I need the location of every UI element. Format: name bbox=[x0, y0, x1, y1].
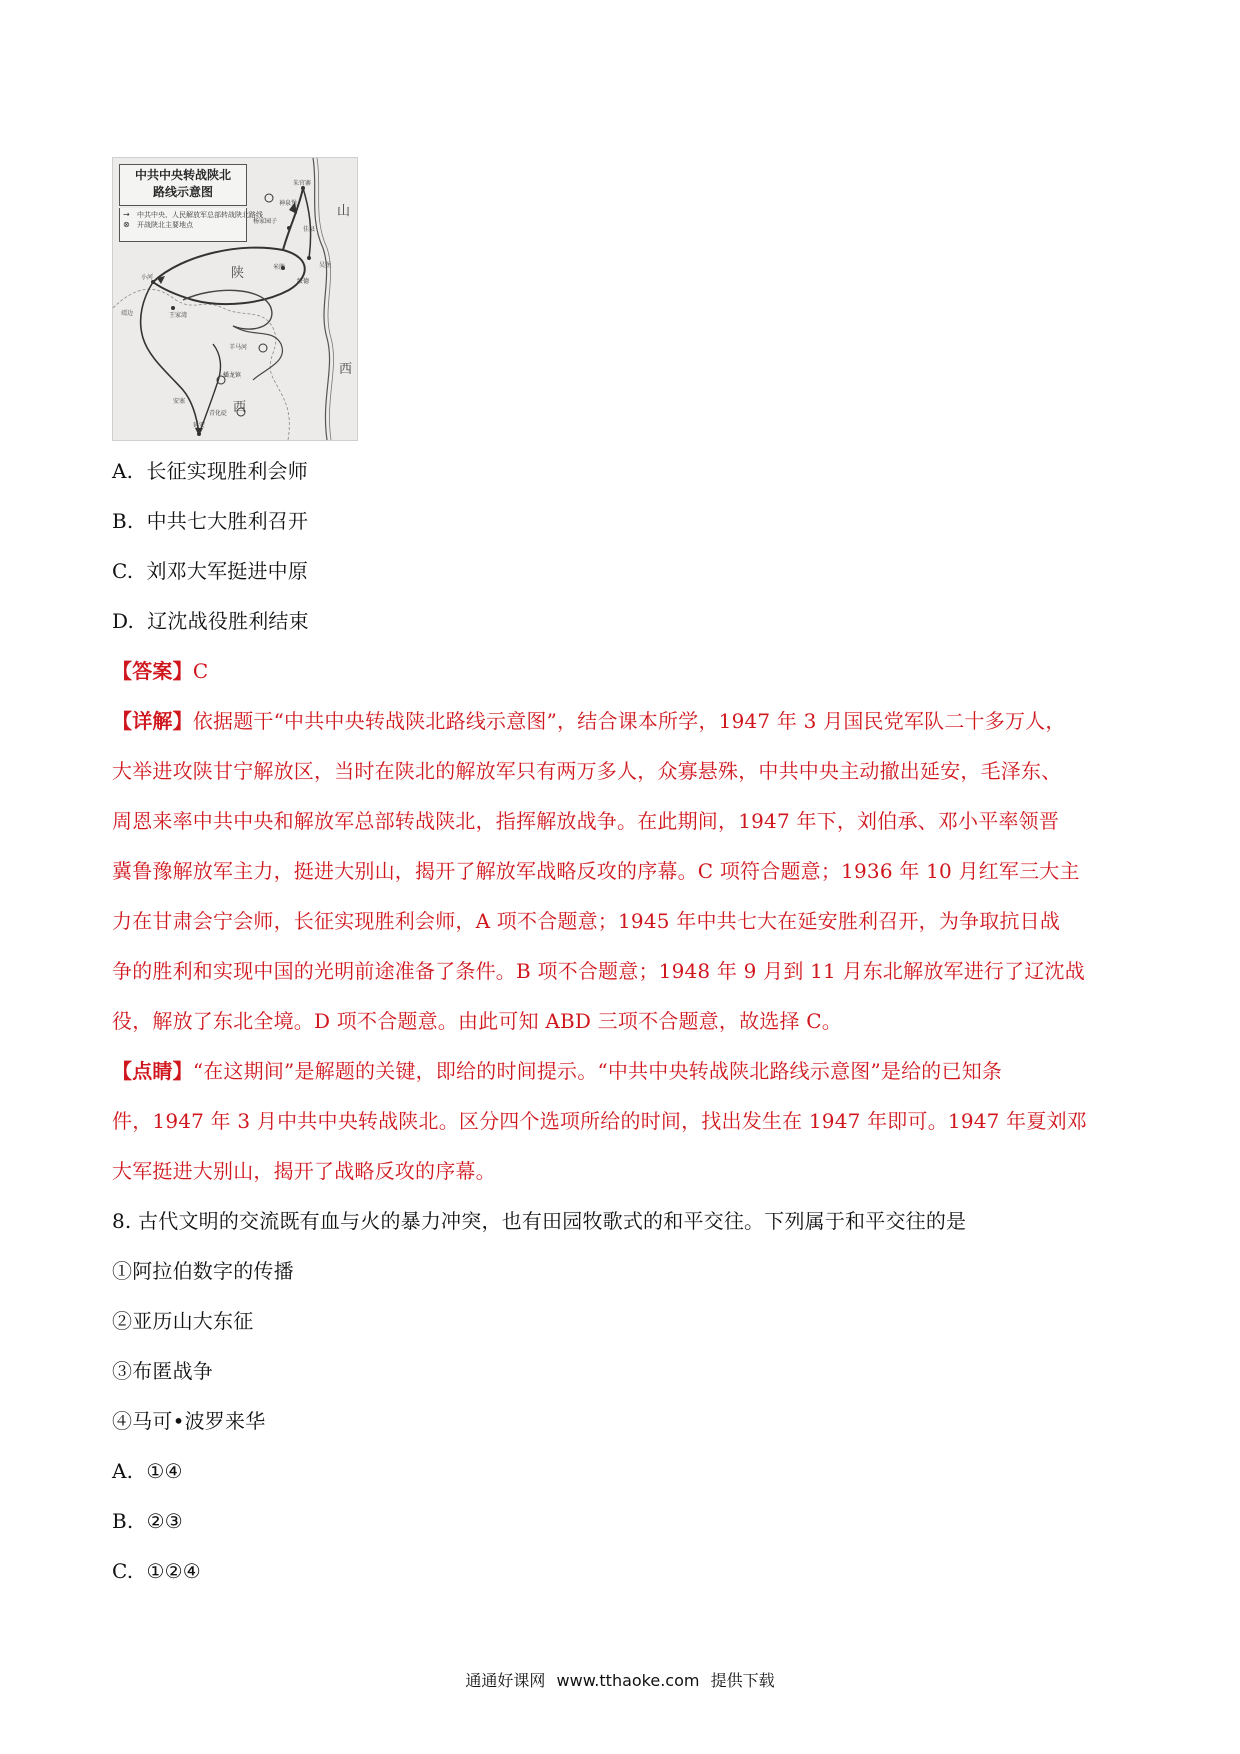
detail-tag: 【详解】 bbox=[112, 709, 193, 733]
footer-suffix: 提供下载 bbox=[710, 1671, 775, 1690]
option-key: C. bbox=[112, 1559, 134, 1583]
footer-site: 通通好课网 bbox=[465, 1671, 546, 1690]
map-place: 青化砭 bbox=[209, 410, 228, 417]
q8-option-b bbox=[112, 1496, 1132, 1546]
map-title-line1: 中共中央转战陕北 bbox=[134, 168, 231, 182]
hint-line: 件，1947 年 3 月中共中央转战陕北。区分四个选项所给的时间，找出发生在 1947 年即可。1947 年夏刘邓 bbox=[112, 1109, 1087, 1133]
detail-line: 争的胜利和实现中国的光明前途准备了条件。B 项不合题意；1948 年 9 月到 11 月东北解放军进行了辽沈战 bbox=[112, 959, 1085, 983]
option-key: A. bbox=[112, 1459, 134, 1483]
detail-line: 周恩来率中共中央和解放军总部转战陕北，指挥解放战争。在此期间，1947 年下，刘伯承、邓小平率领晋 bbox=[112, 809, 1060, 833]
detail-line: 大举进攻陕甘宁解放区，当时在陕北的解放军只有两万多人，众寡悬殊，中共中央主动撤出延安，毛泽东、 bbox=[112, 759, 1062, 783]
hint-line: 大军挺进大别山，揭开了战略反攻的序幕。 bbox=[112, 1159, 496, 1183]
option-key: D. bbox=[112, 609, 135, 633]
option-text: ①④ bbox=[146, 1459, 183, 1483]
q8-item: ②亚历山大东征 bbox=[112, 1309, 254, 1333]
map-label-shaan: 陕 bbox=[231, 266, 245, 281]
battle-marker-icon: ⊗ bbox=[123, 220, 130, 229]
answer-value: C bbox=[192, 659, 209, 683]
option-text: ②③ bbox=[146, 1509, 183, 1533]
option-text: 中共七大胜利召开 bbox=[146, 509, 309, 533]
map-place: 靖边 bbox=[121, 310, 134, 317]
arrow-icon: → bbox=[123, 210, 130, 219]
hint-text: “在这期间”是解题的关键，即给的时间提示。“中共中央转战陕北路线示意图”是给的已知条 bbox=[192, 1059, 1003, 1083]
map-legend bbox=[119, 208, 263, 242]
map-place: 绥德 bbox=[297, 278, 310, 285]
q8-item: ③布匿战争 bbox=[112, 1359, 213, 1383]
map-label-xi: 西 bbox=[233, 400, 247, 415]
hint-line bbox=[112, 1046, 1132, 1096]
q7-option-d bbox=[112, 596, 1132, 646]
detail-line: 冀鲁豫解放军主力，挺进大别山，揭开了解放军战略反攻的序幕。C 项符合题意；1936 年 10 月红军三大主 bbox=[112, 859, 1080, 883]
option-text: 刘邓大军挺进中原 bbox=[146, 559, 309, 583]
map-place: 米脂 bbox=[273, 264, 286, 271]
route-map-figure bbox=[112, 157, 358, 441]
option-key: C. bbox=[112, 559, 134, 583]
map-place: 王家湾 bbox=[169, 312, 188, 319]
q8-item: ①阿拉伯数字的传播 bbox=[112, 1259, 294, 1283]
map-place: 延安 bbox=[193, 422, 206, 429]
map-place: 小河 bbox=[141, 274, 154, 281]
detail-text: 依据题干“中共中央转战陕北路线示意图”，结合课本所学，1947 年 3 月国民党军队二十多万人， bbox=[192, 709, 1066, 733]
option-text: ①②④ bbox=[146, 1559, 201, 1583]
q8-option-c bbox=[112, 1546, 1132, 1596]
option-text: 辽沈战役胜利结束 bbox=[147, 609, 309, 633]
map-place: 蟠龙镇 bbox=[223, 372, 242, 379]
map-place: 朱官寨 bbox=[293, 180, 312, 187]
answer-tag: 【答案】 bbox=[112, 659, 193, 683]
page-footer bbox=[0, 1668, 1240, 1691]
answer-line bbox=[112, 646, 1132, 696]
legend-battle-label: 开战陕北主要地点 bbox=[137, 221, 193, 229]
footer-url[interactable]: www.tthaoke.com bbox=[556, 1671, 700, 1690]
map-label-shan: 山 bbox=[337, 204, 351, 219]
map-title-box bbox=[119, 164, 247, 206]
legend-route-row bbox=[123, 210, 263, 220]
map-place: 神泉堡 bbox=[279, 200, 298, 207]
detail-line: 役，解放了东北全境。D 项不合题意。由此可知 ABD 三项不合题意，故选择 C。 bbox=[112, 1009, 842, 1033]
detail-line bbox=[112, 696, 1132, 746]
map-place: 吴堡 bbox=[319, 262, 332, 269]
q7-option-c bbox=[112, 546, 1132, 596]
map-place: 羊马河 bbox=[229, 344, 248, 351]
map-place: 安塞 bbox=[173, 398, 186, 405]
legend-route-label: 中共中央、人民解放军总部转战陕北路线 bbox=[137, 211, 263, 219]
q8-item: ④马可•波罗来华 bbox=[112, 1409, 266, 1433]
map-title-line2: 路线示意图 bbox=[152, 185, 213, 199]
map-place: 佳县 bbox=[303, 226, 316, 233]
detail-line: 力在甘肃会宁会师，长征实现胜利会师，A 项不合题意；1945 年中共七大在延安胜利召开，为争取抗日战 bbox=[112, 909, 1061, 933]
q7-option-a bbox=[112, 446, 1132, 496]
q8-stem: 8. 古代文明的交流既有血与火的暴力冲突，也有田园牧歌式的和平交往。下列属于和平交往的是 bbox=[112, 1209, 967, 1233]
option-key: B. bbox=[112, 509, 134, 533]
legend-battle-row bbox=[123, 220, 243, 230]
q7-option-b bbox=[112, 496, 1132, 546]
option-key: B. bbox=[112, 1509, 134, 1533]
option-key: A. bbox=[112, 459, 134, 483]
map-place: 杨家园子 bbox=[253, 218, 278, 225]
hint-tag: 【点睛】 bbox=[112, 1059, 193, 1083]
q8-option-a bbox=[112, 1446, 1132, 1496]
option-text: 长征实现胜利会师 bbox=[146, 459, 308, 483]
map-label-xi2: 西 bbox=[339, 362, 353, 377]
